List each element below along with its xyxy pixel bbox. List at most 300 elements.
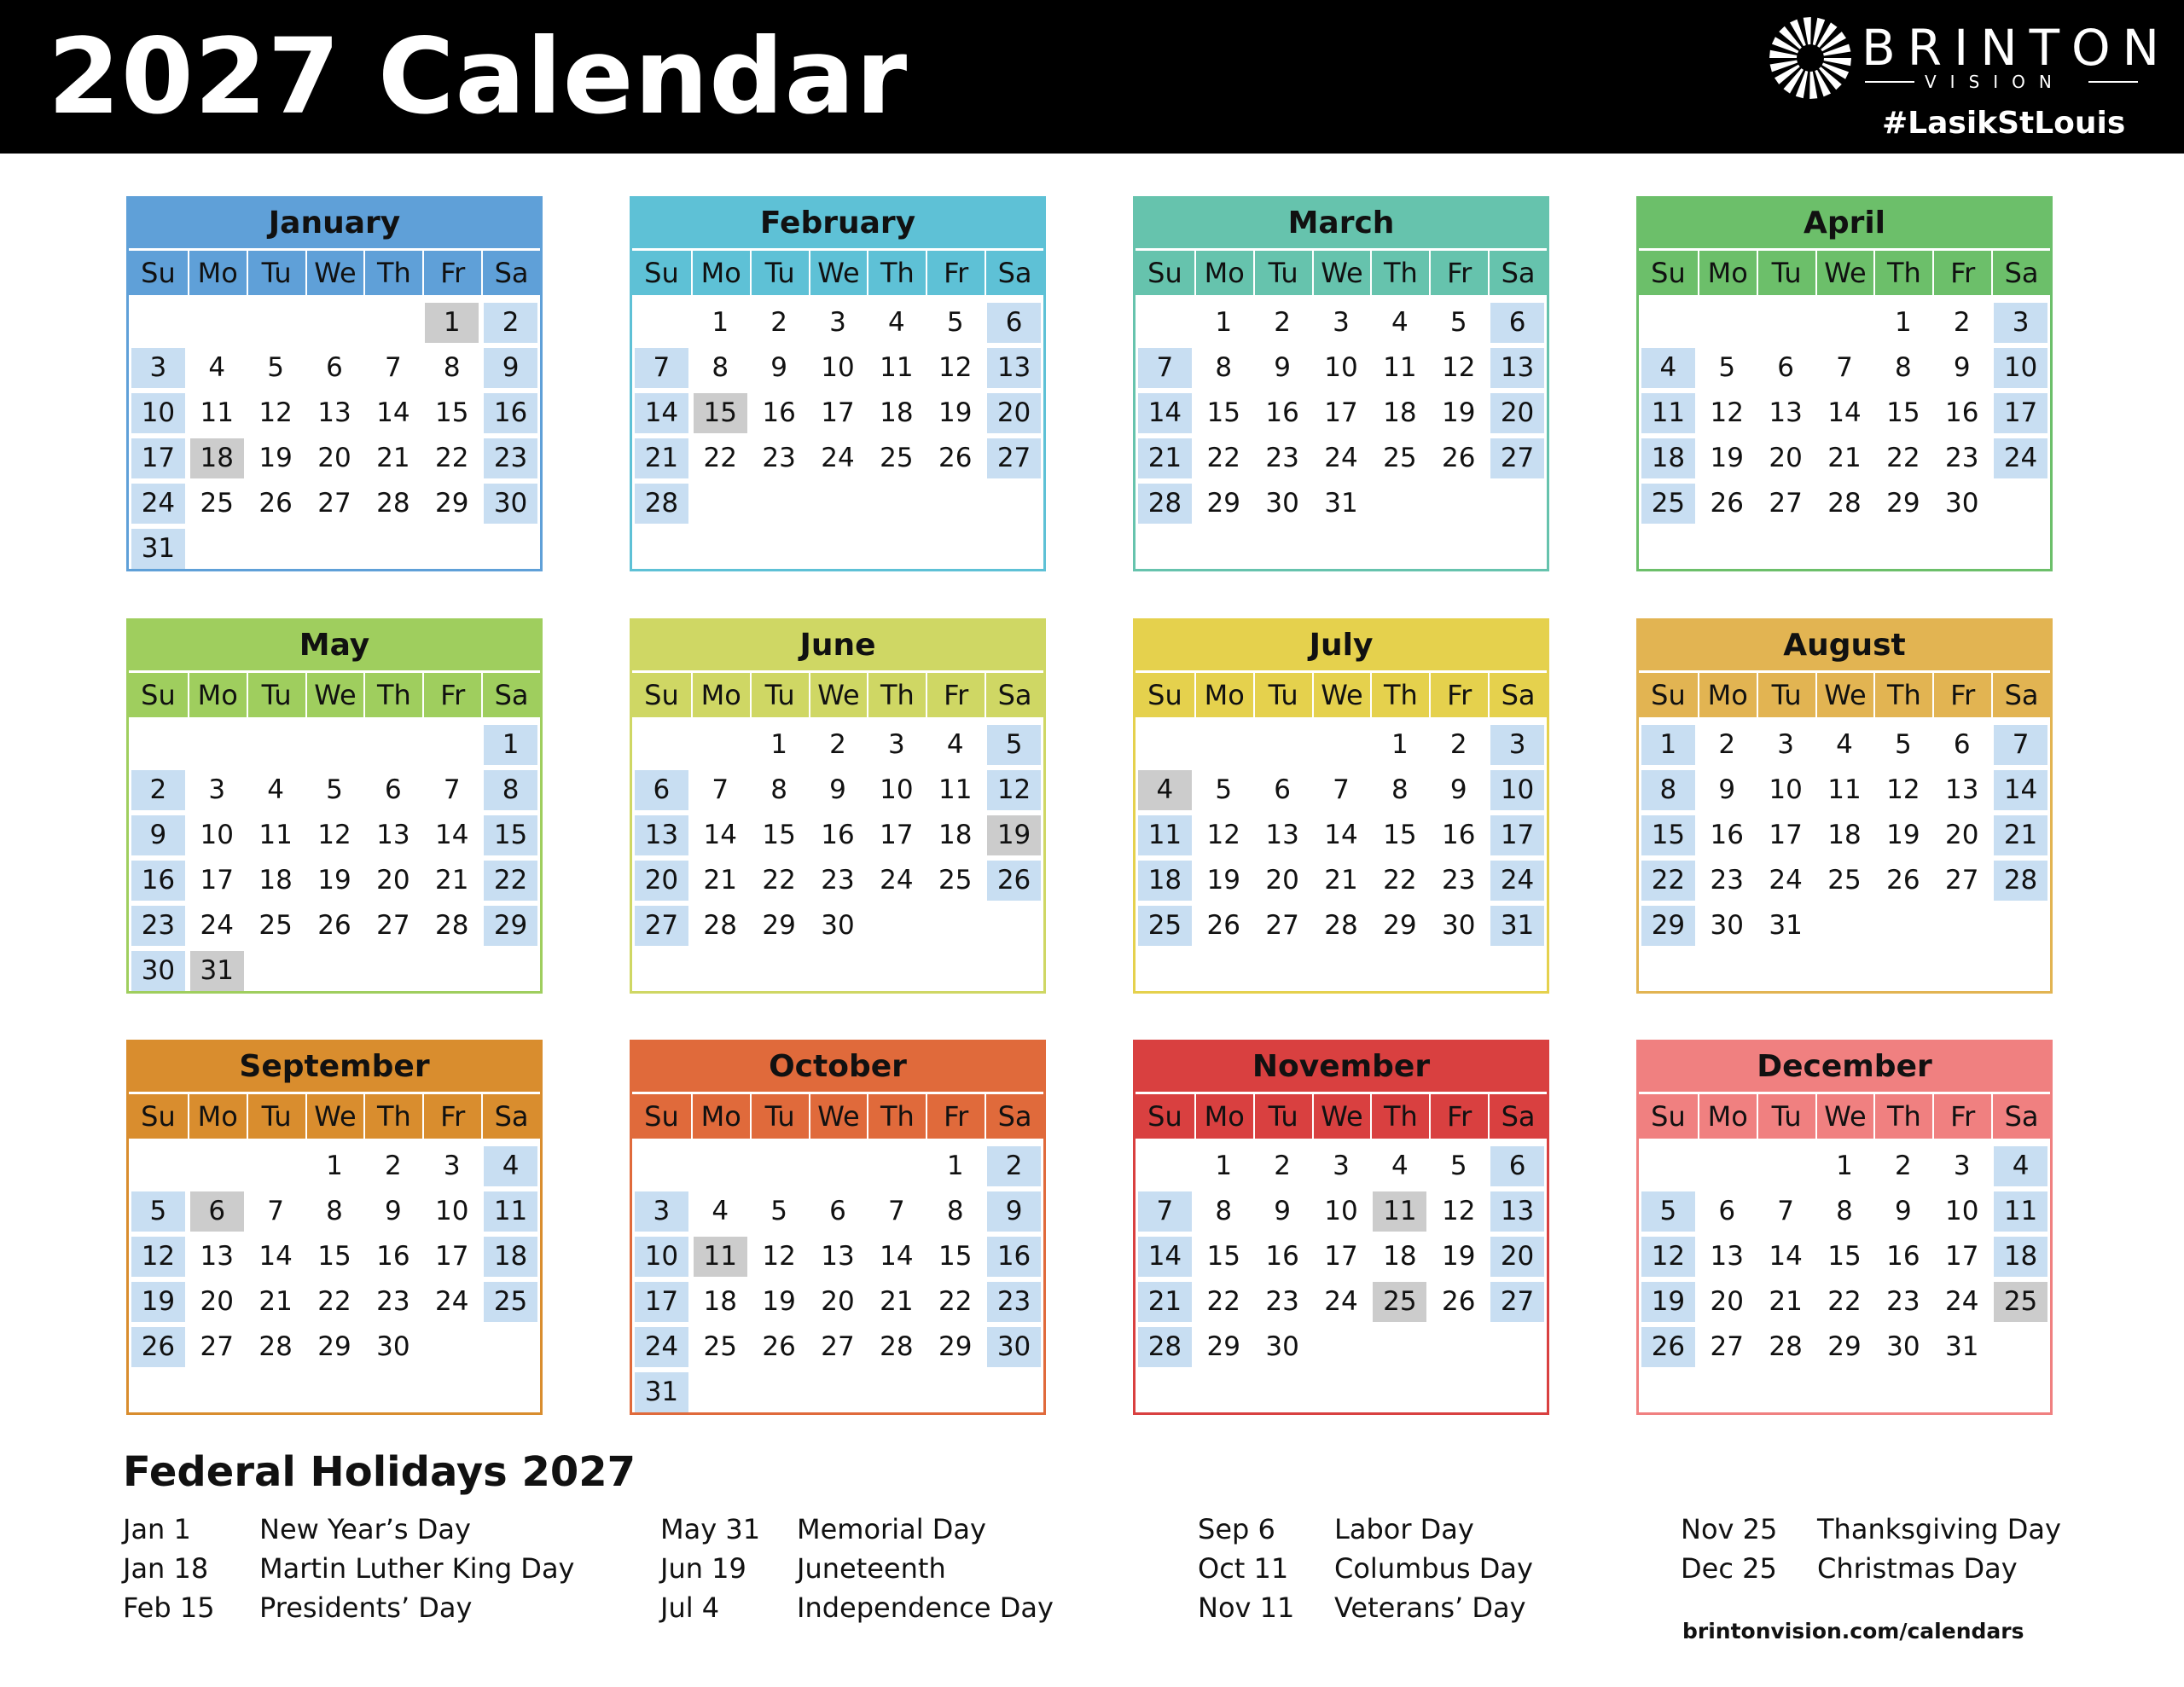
- holiday-row: [1681, 1549, 2061, 1588]
- month-march: [1133, 196, 1549, 571]
- day-cell: 9: [384, 1196, 402, 1226]
- day-cell: 6: [190, 1191, 244, 1232]
- weekday-label: Th: [867, 1094, 926, 1139]
- day-cell: 8: [443, 352, 461, 383]
- day-cell: 29: [1383, 910, 1417, 941]
- day-cell: 22: [762, 865, 796, 896]
- day-cell: 16: [762, 397, 796, 428]
- day-cell: 21: [1138, 1282, 1192, 1322]
- day-cell: 30: [1265, 1331, 1299, 1362]
- day-grid: [632, 722, 1043, 948]
- empty-cell: [752, 1146, 806, 1186]
- day-cell: 20: [317, 443, 351, 473]
- day-cell: 16: [376, 1241, 410, 1272]
- day-cell: 18: [1994, 1237, 2048, 1277]
- day-cell: 17: [1994, 393, 2048, 433]
- day-cell: 22: [484, 861, 537, 901]
- day-cell: 5: [1641, 1191, 1695, 1232]
- day-cell: 2: [1274, 307, 1291, 338]
- weekday-label: Su: [644, 1100, 679, 1133]
- weekday-label: Mo: [1194, 251, 1253, 295]
- day-cell: 13: [987, 348, 1041, 388]
- day-grid: [1136, 300, 1547, 526]
- day-cell: 8: [1215, 1196, 1233, 1226]
- day-cell: 9: [1718, 774, 1736, 805]
- day-cell: 15: [1383, 820, 1417, 850]
- day-cell: 28: [1769, 1331, 1803, 1362]
- day-cell: 3: [443, 1151, 461, 1181]
- weekday-label: Fr: [422, 1094, 481, 1139]
- weekday-label: Fr: [422, 251, 481, 295]
- day-grid: [129, 300, 540, 571]
- month-april: [1636, 196, 2053, 571]
- day-grid: [1639, 722, 2050, 948]
- weekday-label: Su: [141, 257, 176, 289]
- day-cell: 22: [1383, 865, 1417, 896]
- day-cell: 20: [376, 865, 410, 896]
- day-cell: 9: [131, 815, 185, 855]
- day-cell: 20: [821, 1286, 855, 1317]
- empty-cell: [190, 1146, 244, 1186]
- day-cell: 12: [1641, 1237, 1695, 1277]
- day-cell: 26: [1441, 443, 1476, 473]
- holiday-name: Christmas Day: [1817, 1552, 2018, 1585]
- day-cell: 12: [258, 397, 293, 428]
- day-cell: 28: [1138, 484, 1192, 524]
- day-cell: 7: [267, 1196, 284, 1226]
- day-cell: 6: [1490, 1146, 1544, 1186]
- holiday-name: Martin Luther King Day: [259, 1552, 575, 1585]
- day-cell: 13: [1769, 397, 1803, 428]
- hashtag: #LasikStLouis: [1882, 106, 2126, 141]
- day-cell: 16: [1441, 820, 1476, 850]
- day-cell: 13: [1710, 1241, 1744, 1272]
- day-cell: 23: [1441, 865, 1476, 896]
- brand-name: BRINTON: [1862, 19, 2172, 77]
- weekday-label: Sa: [1488, 673, 1547, 717]
- weekday-label: Tu: [1757, 673, 1815, 717]
- day-cell: 27: [200, 1331, 234, 1362]
- day-cell: 7: [1333, 774, 1350, 805]
- weekday-header-row: [129, 1092, 540, 1139]
- holiday-name: Independence Day: [797, 1591, 1054, 1624]
- weekday-label: Th: [1370, 673, 1429, 717]
- day-cell: 19: [131, 1282, 185, 1322]
- day-cell: 31: [1769, 910, 1803, 941]
- weekday-label: Th: [1873, 673, 1932, 717]
- day-cell: 14: [258, 1241, 293, 1272]
- day-cell: 3: [1333, 1151, 1350, 1181]
- day-cell: 24: [1490, 861, 1544, 901]
- holiday-row: [123, 1510, 574, 1549]
- day-cell: 6: [1718, 1196, 1736, 1226]
- empty-cell: [869, 1146, 923, 1186]
- day-cell: 7: [712, 774, 729, 805]
- day-cell: 21: [1994, 815, 2048, 855]
- day-cell: 28: [1138, 1327, 1192, 1367]
- day-cell: 30: [484, 484, 537, 524]
- day-cell: 20: [200, 1286, 234, 1317]
- day-cell: 19: [762, 1286, 796, 1317]
- weekday-header-row: [129, 670, 540, 717]
- day-cell: 12: [1710, 397, 1744, 428]
- weekday-label: Th: [1873, 251, 1932, 295]
- day-cell: 6: [1953, 729, 1971, 760]
- weekday-label: Tu: [1757, 1094, 1815, 1139]
- day-cell: 15: [762, 820, 796, 850]
- day-cell: 6: [635, 770, 688, 810]
- weekday-label: Mo: [1698, 1094, 1757, 1139]
- day-grid: [1136, 722, 1547, 948]
- weekday-label: Tu: [247, 251, 305, 295]
- day-cell: 17: [821, 397, 855, 428]
- day-cell: 30: [1886, 1331, 1920, 1362]
- day-cell: 18: [1383, 397, 1417, 428]
- day-cell: 26: [762, 1331, 796, 1362]
- day-cell: 28: [434, 910, 469, 941]
- day-cell: 29: [317, 1331, 351, 1362]
- weekday-label: Fr: [422, 673, 481, 717]
- weekday-label: We: [809, 673, 868, 717]
- day-cell: 8: [1836, 1196, 1853, 1226]
- day-cell: 24: [131, 484, 185, 524]
- day-cell: 3: [635, 1191, 688, 1232]
- day-cell: 2: [484, 303, 537, 343]
- day-cell: 5: [131, 1191, 185, 1232]
- day-cell: 15: [1827, 1241, 1862, 1272]
- day-cell: 31: [635, 1372, 688, 1412]
- day-cell: 28: [1994, 861, 2048, 901]
- day-cell: 22: [1206, 443, 1240, 473]
- holiday-date: Jun 19: [660, 1552, 746, 1585]
- day-cell: 16: [1265, 397, 1299, 428]
- weekday-label: Th: [867, 673, 926, 717]
- weekday-label: We: [1312, 251, 1371, 295]
- day-cell: 28: [1827, 488, 1862, 519]
- day-cell: 30: [1441, 910, 1476, 941]
- holiday-name: Memorial Day: [797, 1513, 986, 1545]
- weekday-label: Tu: [750, 673, 809, 717]
- day-cell: 19: [1641, 1282, 1695, 1322]
- weekday-label: Tu: [1253, 251, 1312, 295]
- empty-cell: [1700, 1146, 1754, 1186]
- holiday-name: Columbus Day: [1334, 1552, 1533, 1585]
- day-cell: 23: [1944, 443, 1979, 473]
- day-cell: 17: [1324, 397, 1358, 428]
- day-cell: 25: [1641, 484, 1695, 524]
- weekday-label: Th: [363, 251, 422, 295]
- day-cell: 17: [1324, 1241, 1358, 1272]
- day-cell: 31: [131, 529, 185, 569]
- day-cell: 25: [880, 443, 914, 473]
- day-cell: 8: [770, 774, 787, 805]
- day-cell: 17: [200, 865, 234, 896]
- day-grid: [632, 300, 1043, 526]
- empty-cell: [131, 303, 185, 343]
- weekday-label: Su: [644, 679, 679, 711]
- day-cell: 20: [1944, 820, 1979, 850]
- weekday-label: Tu: [247, 1094, 305, 1139]
- day-cell: 5: [267, 352, 284, 383]
- empty-cell: [1700, 303, 1754, 343]
- day-cell: 27: [1769, 488, 1803, 519]
- day-cell: 11: [694, 1237, 747, 1277]
- holiday-name: Thanksgiving Day: [1817, 1513, 2061, 1545]
- weekday-label: We: [809, 251, 868, 295]
- day-cell: 1: [484, 725, 537, 765]
- day-cell: 1: [1894, 307, 1912, 338]
- weekday-label: We: [305, 1094, 364, 1139]
- day-cell: 6: [987, 303, 1041, 343]
- day-cell: 2: [1718, 729, 1736, 760]
- weekday-label: Mo: [188, 251, 247, 295]
- day-cell: 27: [376, 910, 410, 941]
- day-cell: 17: [1490, 815, 1544, 855]
- empty-cell: [425, 725, 479, 765]
- day-cell: 25: [1827, 865, 1862, 896]
- weekday-header-row: [1136, 670, 1547, 717]
- day-cell: 1: [1391, 729, 1409, 760]
- day-cell: 11: [1827, 774, 1862, 805]
- day-cell: 24: [1769, 865, 1803, 896]
- day-cell: 28: [703, 910, 737, 941]
- empty-cell: [249, 303, 303, 343]
- day-cell: 18: [258, 865, 293, 896]
- day-cell: 1: [1215, 1151, 1233, 1181]
- day-cell: 9: [484, 348, 537, 388]
- day-cell: 10: [131, 393, 185, 433]
- day-cell: 7: [887, 1196, 905, 1226]
- holiday-row: [123, 1549, 574, 1588]
- day-cell: 5: [1449, 1151, 1467, 1181]
- month-october: [630, 1040, 1046, 1415]
- day-cell: 1: [946, 1151, 964, 1181]
- day-cell: 31: [1944, 1331, 1979, 1362]
- day-cell: 21: [1827, 443, 1862, 473]
- empty-cell: [635, 1146, 688, 1186]
- empty-cell: [694, 1146, 747, 1186]
- day-cell: 11: [200, 397, 234, 428]
- day-cell: 17: [131, 438, 185, 478]
- day-cell: 15: [694, 393, 747, 433]
- weekday-label: Fr: [1429, 1094, 1488, 1139]
- day-cell: 4: [712, 1196, 729, 1226]
- day-cell: 16: [1944, 397, 1979, 428]
- empty-cell: [635, 303, 688, 343]
- month-september: [126, 1040, 543, 1415]
- weekday-label: Sa: [985, 673, 1043, 717]
- day-cell: 25: [1383, 443, 1417, 473]
- day-cell: 29: [1206, 1331, 1240, 1362]
- month-november: [1133, 1040, 1549, 1415]
- day-cell: 12: [1206, 820, 1240, 850]
- day-cell: 3: [1490, 725, 1544, 765]
- day-cell: 9: [1894, 1196, 1912, 1226]
- day-cell: 16: [1265, 1241, 1299, 1272]
- day-cell: 23: [762, 443, 796, 473]
- day-cell: 9: [1274, 352, 1291, 383]
- day-cell: 27: [987, 438, 1041, 478]
- holiday-name: New Year’s Day: [259, 1513, 471, 1545]
- day-cell: 19: [1441, 1241, 1476, 1272]
- day-cell: 14: [376, 397, 410, 428]
- day-cell: 7: [1994, 725, 2048, 765]
- weekday-label: Tu: [750, 251, 809, 295]
- weekday-label: Mo: [691, 1094, 750, 1139]
- holiday-date: Nov 11: [1198, 1591, 1295, 1624]
- day-cell: 28: [376, 488, 410, 519]
- day-cell: 11: [484, 1191, 537, 1232]
- day-cell: 25: [484, 1282, 537, 1322]
- day-cell: 4: [1836, 729, 1853, 760]
- day-cell: 27: [821, 1331, 855, 1362]
- day-cell: 2: [770, 307, 787, 338]
- day-cell: 7: [443, 774, 461, 805]
- day-cell: 23: [987, 1282, 1041, 1322]
- day-cell: 21: [258, 1286, 293, 1317]
- day-cell: 18: [1641, 438, 1695, 478]
- day-grid: [1639, 1144, 2050, 1370]
- weekday-label: Th: [363, 1094, 422, 1139]
- day-cell: 8: [1215, 352, 1233, 383]
- day-cell: 30: [376, 1331, 410, 1362]
- day-cell: 18: [1138, 861, 1192, 901]
- weekday-label: Sa: [481, 673, 540, 717]
- day-cell: 5: [1894, 729, 1912, 760]
- day-cell: 15: [938, 1241, 973, 1272]
- day-cell: 15: [1206, 397, 1240, 428]
- empty-cell: [811, 1146, 865, 1186]
- day-cell: 10: [1324, 352, 1358, 383]
- day-cell: 22: [1206, 1286, 1240, 1317]
- holiday-date: Nov 25: [1681, 1513, 1778, 1545]
- holiday-date: Jan 18: [123, 1552, 209, 1585]
- weekday-label: Mo: [188, 1094, 247, 1139]
- day-cell: 5: [1449, 307, 1467, 338]
- day-grid: [129, 722, 540, 994]
- empty-cell: [131, 1146, 185, 1186]
- day-cell: 23: [821, 865, 855, 896]
- day-cell: 19: [1886, 820, 1920, 850]
- weekday-label: We: [1815, 673, 1874, 717]
- day-cell: 19: [1441, 397, 1476, 428]
- holiday-name: Presidents’ Day: [259, 1591, 473, 1624]
- day-cell: 25: [938, 865, 973, 896]
- day-cell: 11: [258, 820, 293, 850]
- day-cell: 25: [1138, 906, 1192, 946]
- day-cell: 23: [484, 438, 537, 478]
- weekday-label: Su: [1147, 257, 1182, 289]
- day-cell: 28: [635, 484, 688, 524]
- day-cell: 26: [1710, 488, 1744, 519]
- month-name: July: [1136, 621, 1547, 670]
- empty-cell: [1256, 725, 1310, 765]
- day-cell: 24: [821, 443, 855, 473]
- holiday-row: [660, 1588, 1054, 1627]
- day-cell: 3: [1953, 1151, 1971, 1181]
- day-cell: 26: [938, 443, 973, 473]
- month-january: [126, 196, 543, 571]
- day-cell: 10: [1490, 770, 1544, 810]
- day-cell: 9: [1274, 1196, 1291, 1226]
- day-cell: 13: [821, 1241, 855, 1272]
- month-name: June: [632, 621, 1043, 670]
- holiday-name: Labor Day: [1334, 1513, 1474, 1545]
- day-cell: 1: [326, 1151, 343, 1181]
- weekday-header-row: [1136, 248, 1547, 295]
- day-cell: 12: [762, 1241, 796, 1272]
- day-cell: 24: [1324, 1286, 1358, 1317]
- holiday-date: Oct 11: [1198, 1552, 1289, 1585]
- weekday-label: Su: [141, 1100, 176, 1133]
- day-cell: 4: [1391, 1151, 1409, 1181]
- day-cell: 3: [887, 729, 905, 760]
- weekday-label: We: [1312, 1094, 1371, 1139]
- footer-url[interactable]: brintonvision.com/calendars: [1682, 1619, 2024, 1644]
- empty-cell: [131, 725, 185, 765]
- day-cell: 26: [987, 861, 1041, 901]
- day-cell: 2: [1894, 1151, 1912, 1181]
- day-cell: 18: [190, 438, 244, 478]
- day-cell: 5: [1718, 352, 1736, 383]
- day-cell: 8: [1641, 770, 1695, 810]
- day-cell: 23: [1265, 443, 1299, 473]
- holiday-date: Dec 25: [1681, 1552, 1777, 1585]
- day-cell: 5: [770, 1196, 787, 1226]
- day-cell: 19: [987, 815, 1041, 855]
- day-cell: 19: [938, 397, 973, 428]
- day-cell: 10: [1769, 774, 1803, 805]
- day-cell: 18: [1827, 820, 1862, 850]
- day-cell: 18: [938, 820, 973, 850]
- day-cell: 29: [762, 910, 796, 941]
- empty-cell: [308, 725, 362, 765]
- weekday-label: We: [1815, 1094, 1874, 1139]
- empty-cell: [1138, 1146, 1192, 1186]
- weekday-header-row: [1639, 248, 2050, 295]
- day-cell: 17: [1944, 1241, 1979, 1272]
- weekday-label: We: [1312, 673, 1371, 717]
- day-grid: [632, 1144, 1043, 1415]
- day-cell: 7: [1138, 1191, 1192, 1232]
- day-cell: 10: [635, 1237, 688, 1277]
- day-cell: 7: [1138, 348, 1192, 388]
- day-cell: 7: [384, 352, 402, 383]
- day-cell: 10: [821, 352, 855, 383]
- day-cell: 3: [1994, 303, 2048, 343]
- day-cell: 13: [1265, 820, 1299, 850]
- day-cell: 19: [258, 443, 293, 473]
- day-cell: 14: [703, 820, 737, 850]
- day-cell: 21: [703, 865, 737, 896]
- day-cell: 4: [484, 1146, 537, 1186]
- holiday-row: [1681, 1510, 2061, 1549]
- weekday-label: Su: [1651, 1100, 1686, 1133]
- day-cell: 11: [880, 352, 914, 383]
- holiday-name: Veterans’ Day: [1334, 1591, 1526, 1624]
- day-cell: 11: [1383, 352, 1417, 383]
- day-cell: 31: [190, 951, 244, 991]
- day-cell: 24: [200, 910, 234, 941]
- day-cell: 7: [635, 348, 688, 388]
- day-cell: 30: [131, 951, 185, 991]
- day-cell: 9: [829, 774, 846, 805]
- page-title: 2027 Calendar: [48, 16, 909, 137]
- day-cell: 22: [703, 443, 737, 473]
- month-july: [1133, 618, 1549, 994]
- day-cell: 24: [1994, 438, 2048, 478]
- day-cell: 10: [1944, 1196, 1979, 1226]
